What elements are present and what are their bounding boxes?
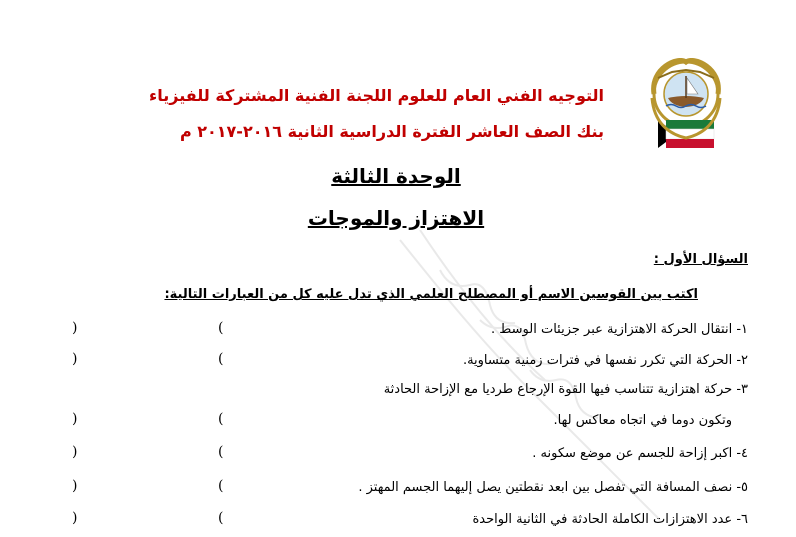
answer-paren-open: ( — [218, 411, 224, 427]
list-item: ١- انتقال الحركة الاهتزازية عبر جزيئات الوسط . — [491, 322, 748, 337]
answer-paren-open: ( — [218, 320, 224, 336]
kuwait-emblem-icon — [648, 58, 728, 148]
answer-paren-open: ( — [218, 478, 224, 494]
header-line-2: بنك الصف العاشر الفترة الدراسية الثانية ٢٠١٦-٢٠١٧ م — [179, 122, 604, 141]
header-line-1: التوجيه الفني العام للعلوم اللجنة الفنية المشتركة للفيزياء — [149, 86, 604, 105]
answer-paren-close: ) — [72, 510, 78, 526]
list-item: وتكون دوما في اتجاه معاكس لها. — [553, 413, 732, 428]
answer-paren-open: ( — [218, 510, 224, 526]
list-item: ٢- الحركة التي تكرر نفسها في فترات زمنية متساوية. — [462, 353, 748, 368]
answer-paren-close: ) — [72, 444, 78, 460]
answer-paren-open: ( — [218, 444, 224, 460]
answer-paren-open: ( — [218, 351, 224, 367]
question-heading: السؤال الأول : — [653, 252, 748, 267]
list-item: ٣- حركة اهتزازية تتناسب فيها القوة الإرجاع طرديا مع الإزاحة الحادثة — [383, 382, 748, 397]
list-item: ٥- نصف المسافة التي تفصل بين ابعد نقطتين يصل إليهما الجسم المهتز . — [358, 480, 748, 495]
list-item: ٦- عدد الاهتزازات الكاملة الحادثة في الثانية الواحدة — [472, 512, 748, 527]
question-instruction: اكتب بين القوسين الاسم أو المصطلح العلمي الذي تدل عليه كل من العبارات التالية: — [164, 287, 698, 302]
answer-paren-close: ) — [72, 478, 78, 494]
answer-paren-close: ) — [72, 351, 78, 367]
answer-paren-close: ) — [72, 411, 78, 427]
answer-paren-close: ) — [72, 320, 78, 336]
list-item: ٤- اكبر إزاحة للجسم عن موضع سكونه . — [532, 446, 748, 461]
unit-title: الاهتزاز والموجات — [307, 206, 485, 230]
unit-label: الوحدة الثالثة — [331, 164, 461, 188]
